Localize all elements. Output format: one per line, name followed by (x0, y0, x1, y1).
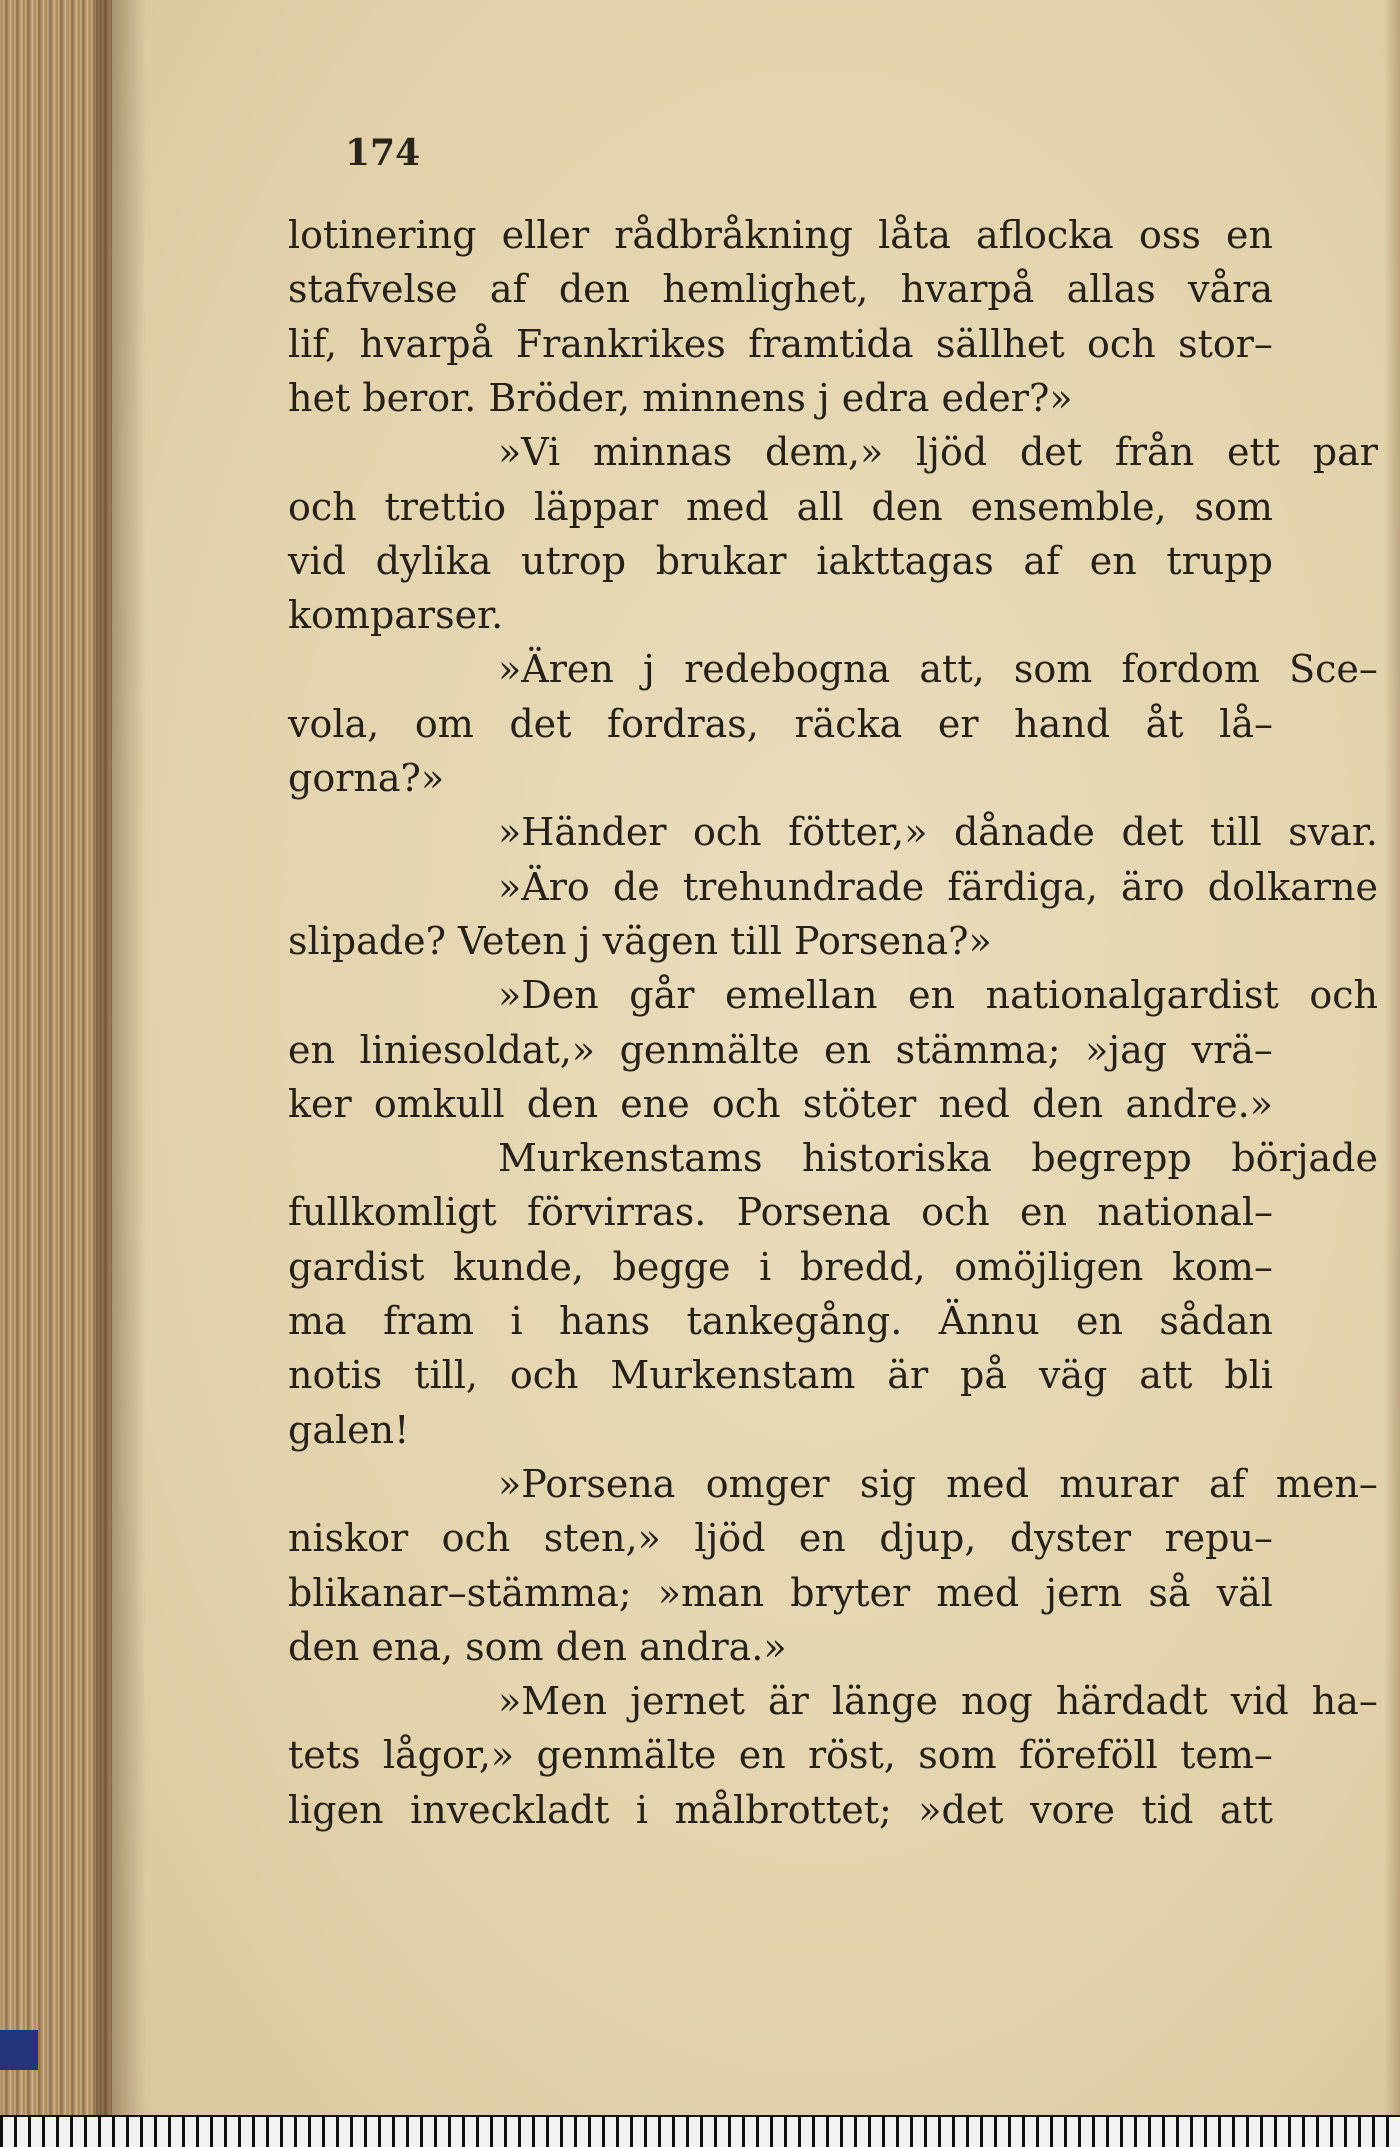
word: en (1075, 1299, 1123, 1343)
word: jern (1045, 1570, 1123, 1615)
word: och (509, 1353, 579, 1398)
word: färdiga, (947, 864, 1098, 909)
word: oss (1138, 213, 1201, 257)
word: »Händer (498, 810, 667, 855)
word: Frankrikes (515, 321, 726, 366)
word: ned (938, 1081, 1010, 1126)
scanner-ruler (0, 2115, 1400, 2147)
word: till (1210, 810, 1262, 855)
word: som (1013, 647, 1093, 692)
word: trupp (1166, 538, 1273, 583)
word: notis (288, 1353, 383, 1398)
word: stafvelse (288, 267, 458, 312)
word: med (685, 484, 769, 529)
word: och (1309, 973, 1378, 1018)
word: kunde, (453, 1244, 584, 1289)
word: på (960, 1353, 1007, 1398)
word: ker (288, 1081, 352, 1126)
word: med (946, 1461, 1029, 1506)
word: redebogna (684, 647, 891, 692)
text-line (393, 1457, 1378, 1511)
word: allas (1066, 267, 1156, 312)
word: och (441, 1516, 511, 1561)
word: iakttagas (816, 538, 994, 583)
text-line: den ena, som den andra.» (288, 1624, 787, 1669)
word: trettio (384, 484, 506, 529)
word: fordom (1121, 647, 1260, 692)
word: historiska (802, 1136, 992, 1181)
word: tid (1141, 1787, 1194, 1832)
word: nog (961, 1679, 1033, 1724)
word: började (1231, 1136, 1378, 1181)
word: och (693, 810, 762, 855)
word: stor– (1178, 321, 1273, 366)
word: vola, (288, 701, 380, 746)
word: »det (918, 1787, 1004, 1832)
word: »Den (498, 973, 599, 1018)
word: från (1114, 430, 1195, 475)
word: hvarpå (900, 267, 1035, 312)
word: ljöd (916, 430, 988, 475)
word: blikanar–stämma; (288, 1570, 632, 1615)
text-line (288, 317, 1273, 371)
word: sten,» (543, 1516, 661, 1561)
word: det (1121, 810, 1184, 855)
word: lågor,» (382, 1733, 515, 1778)
word: ha– (1311, 1679, 1378, 1724)
word: omkull (373, 1081, 505, 1126)
text-line (288, 1294, 1273, 1348)
word: så (1148, 1570, 1191, 1615)
text-line (288, 534, 1273, 588)
word: genmälte (536, 1733, 717, 1778)
text-line (393, 642, 1378, 696)
word: låta (878, 213, 951, 257)
word: en (824, 1027, 872, 1072)
word: den (1031, 1081, 1104, 1126)
word: den (526, 1081, 599, 1126)
word: Murkenstam (610, 1353, 856, 1398)
text-line (288, 1728, 1273, 1782)
word: som (1194, 484, 1273, 529)
word: ett (1226, 430, 1280, 475)
word: vrä– (1191, 1027, 1273, 1072)
word: sådan (1159, 1299, 1273, 1343)
text-line (393, 425, 1378, 479)
text-line (288, 480, 1273, 534)
text-line (288, 697, 1273, 751)
word: dolkarne (1207, 864, 1378, 909)
word: dånade (953, 810, 1095, 855)
word: läppar (533, 484, 659, 529)
text-line (288, 1511, 1273, 1565)
word: omöjligen (954, 1244, 1144, 1289)
word: begge (612, 1244, 731, 1289)
word: det (509, 701, 572, 746)
word: en (288, 1027, 335, 1072)
word: i (510, 1299, 523, 1343)
word: sig (859, 1461, 916, 1506)
word: niskor (288, 1516, 409, 1561)
word: förvirras. (526, 1190, 707, 1235)
word: tankegång. (686, 1299, 903, 1343)
word: de (612, 864, 660, 909)
word: genmälte (619, 1027, 800, 1072)
word: Porsena (736, 1190, 891, 1235)
word: murar (1059, 1461, 1179, 1506)
word: par (1312, 430, 1378, 475)
word: vore (1030, 1787, 1116, 1832)
word: eller (501, 213, 590, 257)
text-line (393, 860, 1378, 914)
word: jernet (630, 1679, 745, 1724)
word: att (1139, 1353, 1193, 1398)
text-line (393, 1674, 1378, 1728)
word: emellan (725, 973, 878, 1018)
word: dyster (1009, 1516, 1132, 1561)
word: den (558, 267, 631, 312)
word: det (1019, 430, 1083, 475)
word: är (767, 1679, 809, 1724)
word: er (937, 701, 979, 746)
word: våra (1188, 267, 1273, 312)
page-edge (1384, 0, 1400, 2147)
word: den (871, 484, 943, 529)
word: bryter (790, 1570, 911, 1615)
word: vid (288, 538, 346, 583)
word: begrepp (1031, 1136, 1192, 1181)
text-line (288, 1077, 1273, 1131)
word: dem,» (765, 430, 884, 475)
word: en (1089, 538, 1137, 583)
word: af (1023, 538, 1061, 583)
word: röst, (807, 1733, 896, 1778)
word: en (908, 973, 956, 1018)
word: länge (831, 1679, 938, 1724)
word: djup, (879, 1516, 977, 1561)
word: en (1225, 213, 1273, 257)
word: national– (1097, 1190, 1273, 1235)
text-line (288, 208, 1273, 262)
word: »Ären (498, 647, 614, 692)
text-line: gorna?» (288, 756, 445, 800)
word: ensemble, (970, 484, 1167, 529)
word: hans (559, 1299, 651, 1343)
word: åt (1145, 701, 1184, 746)
word: väl (1216, 1570, 1273, 1615)
word: hemlighet, (662, 267, 869, 312)
word: räcka (794, 701, 903, 746)
word: andre.» (1125, 1081, 1273, 1126)
word: om (414, 701, 474, 746)
word: föreföll (1018, 1733, 1158, 1778)
text-line: slipade? Veten j vägen till Porsena?» (288, 918, 992, 963)
word: »Vi (498, 430, 561, 475)
word: aflocka (975, 213, 1114, 257)
word: och (1087, 321, 1156, 366)
word: till, (414, 1353, 478, 1398)
text-line (288, 1023, 1273, 1077)
word: lå– (1219, 701, 1273, 746)
text-line (288, 262, 1273, 316)
word: fram (383, 1299, 475, 1343)
word: Sce– (1289, 647, 1378, 692)
word: nationalgardist (985, 973, 1279, 1018)
word: fordras, (607, 701, 759, 746)
text-line (288, 1348, 1273, 1402)
text-line: galen! (288, 1407, 410, 1452)
word: hvarpå (359, 321, 494, 366)
word: af (1208, 1461, 1246, 1506)
word: i (759, 1244, 772, 1289)
word: tem– (1180, 1733, 1273, 1778)
word: »Porsena (498, 1461, 676, 1506)
word: en (1020, 1190, 1067, 1235)
word: repu– (1164, 1516, 1273, 1561)
word: kom– (1172, 1244, 1273, 1289)
word: liniesoldat,» (359, 1027, 596, 1072)
word: hand (1014, 701, 1111, 746)
word: svar. (1288, 810, 1378, 855)
word: »Äro (498, 864, 590, 909)
word: går (629, 973, 695, 1018)
text-line: het beror. Bröder, minnens j edra eder?» (288, 375, 1073, 420)
word: vid (1230, 1679, 1289, 1724)
gutter-shadow (96, 0, 146, 2147)
page-number: 174 (345, 132, 421, 174)
word: att, (919, 647, 985, 692)
word: bli (1224, 1353, 1273, 1398)
word: fullkomligt (288, 1190, 497, 1235)
word: är (887, 1353, 929, 1398)
word: lotinering (288, 213, 477, 257)
text-line (288, 1240, 1273, 1294)
word: sällhet (935, 321, 1065, 366)
word: rådbråkning (614, 213, 853, 257)
word: väg (1038, 1353, 1108, 1398)
blue-tab-mark (0, 2030, 38, 2070)
word: stöter (802, 1081, 917, 1126)
word: af (489, 267, 527, 312)
word: inveckladt (410, 1787, 610, 1832)
word: målbrottet; (674, 1787, 892, 1832)
word: lif, (288, 321, 338, 366)
word: och (711, 1081, 781, 1126)
word: all (796, 484, 844, 529)
word: äro (1120, 864, 1185, 909)
word: att (1219, 1787, 1273, 1832)
word: »jag (1085, 1027, 1168, 1072)
word: »Men (498, 1679, 608, 1724)
word: som (918, 1733, 997, 1778)
word: härdadt (1055, 1679, 1208, 1724)
word: j (643, 647, 655, 692)
text-line (288, 1185, 1273, 1239)
word: en (798, 1516, 846, 1561)
word: dylika (375, 538, 492, 583)
word: ma (288, 1299, 347, 1343)
word: med (936, 1570, 1020, 1615)
word: »man (657, 1570, 765, 1615)
word: ene (620, 1081, 690, 1126)
word: ljöd (694, 1516, 766, 1561)
word: utrop (521, 538, 627, 583)
word: stämma; (895, 1027, 1061, 1072)
text-line (288, 1783, 1273, 1837)
text-line (393, 805, 1378, 859)
word: och (288, 484, 357, 529)
word: ligen (288, 1787, 384, 1832)
word: gardist (288, 1244, 425, 1289)
word: minnas (592, 430, 733, 475)
word: tets (288, 1733, 361, 1778)
word: brukar (655, 538, 787, 583)
word: omger (705, 1461, 830, 1506)
word: trehundrade (682, 864, 925, 909)
word: fötter,» (788, 810, 928, 855)
word: och (921, 1190, 990, 1235)
word: Murkenstams (498, 1136, 763, 1181)
word: Ännu (938, 1299, 1040, 1343)
text-line: komparser. (288, 593, 504, 638)
word: men– (1275, 1461, 1378, 1506)
word: i (635, 1787, 648, 1832)
word: bredd, (799, 1244, 926, 1289)
text-line (393, 1131, 1378, 1185)
word: framtida (748, 321, 914, 366)
text-line (393, 968, 1378, 1022)
word: en (738, 1733, 786, 1778)
text-line (288, 1566, 1273, 1620)
